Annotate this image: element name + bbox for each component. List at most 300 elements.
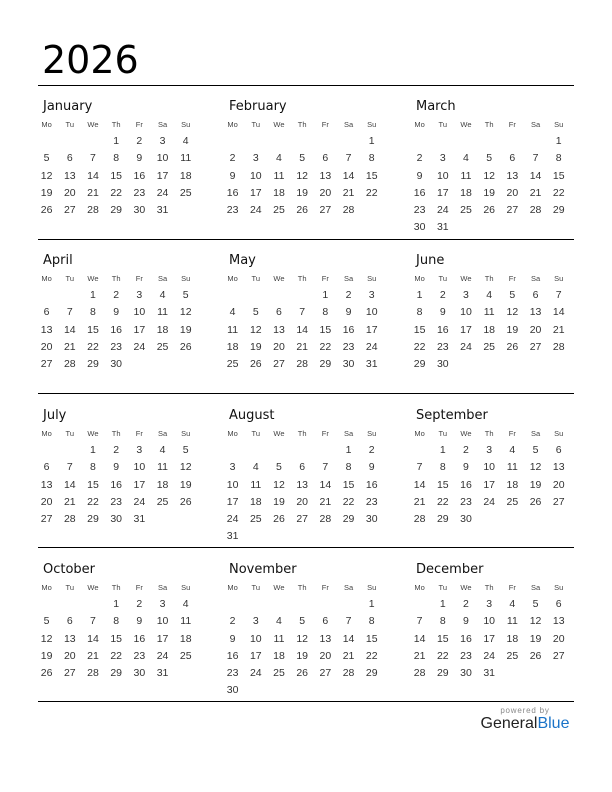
day-cell: 30 [110, 513, 122, 526]
day-cell: 2 [368, 444, 375, 456]
day-cell: 31 [133, 513, 146, 526]
day-cell: 4 [252, 461, 259, 474]
day-cell: 12 [529, 461, 542, 474]
weekday-header: Mo [41, 274, 52, 283]
weekday-header: Mo [41, 120, 52, 129]
day-cell: 1 [90, 444, 96, 456]
day-cell: 10 [365, 306, 378, 319]
day-cell: 9 [463, 461, 469, 474]
day-cell: 29 [436, 513, 449, 526]
day-cell: 8 [345, 461, 352, 474]
weekday-header: Th [297, 429, 307, 438]
month-day-grid [35, 116, 203, 219]
day-cell: 2 [113, 444, 120, 456]
day-cell: 12 [179, 461, 192, 474]
day-cell: 18 [156, 478, 169, 491]
day-cell: 28 [63, 513, 76, 526]
day-cell: 6 [555, 598, 562, 610]
day-cell: 2 [229, 152, 236, 165]
day-cell: 8 [368, 615, 375, 628]
day-cell: 22 [110, 186, 122, 199]
day-cell: 30 [460, 513, 472, 526]
day-cell: 17 [249, 186, 262, 199]
day-cell: 12 [506, 306, 519, 319]
month-august [226, 407, 389, 546]
day-cell: 15 [436, 632, 449, 645]
day-cell: 26 [296, 667, 308, 680]
day-cell: 2 [345, 289, 352, 301]
day-cell: 22 [342, 495, 355, 508]
day-cell: 19 [529, 632, 542, 645]
day-cell: 8 [113, 152, 120, 165]
day-cell: 4 [276, 615, 282, 628]
day-cell: 9 [345, 306, 352, 319]
day-cell: 26 [249, 358, 262, 371]
weekday-header: Sa [343, 120, 354, 129]
divider [38, 547, 574, 548]
day-cell: 9 [113, 306, 120, 319]
month-day-grid [221, 116, 389, 219]
day-cell: 26 [529, 649, 542, 662]
month-name: January [43, 99, 93, 114]
day-cell: 13 [506, 169, 519, 182]
day-cell: 7 [90, 615, 96, 628]
day-cell: 27 [506, 204, 519, 217]
day-cell: 11 [227, 323, 239, 336]
day-cell: 30 [133, 204, 146, 217]
day-cell: 6 [532, 289, 539, 301]
month-april [40, 252, 203, 373]
day-cell: 4 [486, 289, 493, 301]
day-cell: 27 [273, 358, 285, 371]
day-cell: 20 [273, 340, 285, 353]
day-cell: 12 [40, 169, 53, 182]
day-cell: 5 [182, 289, 189, 301]
day-cell: 1 [113, 598, 120, 610]
day-cell: 4 [182, 598, 189, 610]
day-cell: 3 [486, 444, 493, 456]
month-march [413, 98, 576, 237]
weekday-header: Su [554, 274, 564, 283]
day-cell: 6 [509, 152, 516, 165]
weekday-header: Mo [227, 274, 238, 283]
day-cell: 22 [436, 495, 449, 508]
month-name: November [229, 562, 297, 577]
empty-cell [314, 442, 337, 459]
day-cell: 2 [416, 152, 423, 165]
day-cell: 11 [157, 461, 168, 474]
day-cell: 15 [87, 478, 99, 491]
day-cell: 14 [552, 306, 565, 319]
weekday-header: Sa [343, 583, 354, 592]
day-cell: 10 [436, 169, 449, 182]
day-cell: 2 [463, 598, 469, 610]
day-cell: 10 [133, 461, 146, 474]
day-cell: 6 [322, 152, 329, 165]
day-cell: 13 [552, 615, 565, 628]
day-cell: 10 [226, 478, 239, 491]
day-cell: 30 [110, 358, 122, 371]
page-title: 2026 [42, 38, 139, 82]
weekday-header: Sa [157, 274, 168, 283]
weekday-header: Th [111, 274, 121, 283]
day-cell: 17 [460, 323, 472, 336]
day-cell: 11 [180, 152, 192, 165]
day-cell: 26 [529, 495, 542, 508]
day-cell: 24 [483, 495, 495, 508]
day-cell: 1 [439, 444, 446, 456]
day-cell: 22 [319, 340, 332, 353]
weekday-header: We [460, 429, 472, 438]
day-cell: 17 [156, 632, 169, 645]
weekday-header: Sa [157, 429, 168, 438]
empty-cell [291, 596, 314, 613]
day-cell: 31 [365, 358, 378, 371]
day-cell: 8 [439, 461, 446, 474]
month-name: April [43, 253, 73, 268]
day-cell: 3 [159, 135, 166, 147]
weekday-header: Sa [530, 583, 541, 592]
day-cell: 6 [276, 306, 282, 319]
day-cell: 7 [345, 152, 352, 165]
day-cell: 7 [345, 615, 352, 628]
weekday-header: Mo [414, 429, 425, 438]
weekday-header: We [460, 120, 472, 129]
day-cell: 27 [319, 204, 332, 217]
day-cell: 16 [460, 632, 472, 645]
day-cell: 21 [319, 495, 332, 508]
month-december [413, 561, 576, 682]
weekday-header: Mo [41, 429, 52, 438]
day-cell: 9 [229, 169, 236, 182]
weekday-header: Su [181, 583, 191, 592]
day-cell: 18 [249, 495, 262, 508]
day-cell: 18 [460, 186, 472, 199]
empty-cell [314, 133, 337, 150]
day-cell: 29 [87, 513, 99, 526]
day-cell: 3 [252, 152, 259, 165]
day-cell: 23 [226, 204, 239, 217]
day-cell: 28 [87, 667, 99, 680]
weekday-header: Sa [157, 120, 168, 129]
day-cell: 23 [436, 340, 449, 353]
day-cell: 3 [439, 152, 446, 165]
day-cell: 22 [413, 340, 426, 353]
day-cell: 23 [413, 204, 426, 217]
weekday-header: Mo [41, 583, 52, 592]
brand-logo [470, 715, 580, 733]
day-cell: 8 [113, 615, 120, 628]
weekday-header: Tu [65, 274, 75, 283]
day-cell: 22 [87, 495, 99, 508]
day-cell: 24 [483, 649, 495, 662]
day-cell: 24 [133, 340, 146, 353]
day-cell: 20 [319, 649, 332, 662]
day-cell: 6 [43, 306, 50, 319]
day-cell: 16 [110, 478, 122, 491]
empty-cell [58, 287, 81, 304]
day-cell: 22 [110, 649, 122, 662]
day-cell: 14 [296, 323, 308, 336]
day-cell: 2 [136, 135, 143, 147]
weekday-header: Su [367, 274, 377, 283]
day-cell: 5 [486, 152, 493, 165]
day-cell: 9 [136, 152, 143, 165]
month-name: July [43, 408, 67, 423]
day-cell: 8 [90, 461, 96, 474]
divider [38, 701, 574, 702]
month-name: September [416, 408, 488, 423]
weekday-header: Fr [508, 274, 516, 283]
day-cell: 4 [509, 598, 516, 610]
day-cell: 3 [229, 461, 236, 474]
day-cell: 5 [299, 152, 306, 165]
empty-cell [314, 596, 337, 613]
empty-cell [524, 133, 547, 150]
month-day-grid [408, 425, 576, 528]
day-cell: 18 [226, 340, 239, 353]
day-cell: 19 [529, 478, 542, 491]
day-cell: 29 [87, 358, 99, 371]
day-cell: 23 [133, 186, 146, 199]
month-name: August [229, 408, 275, 423]
day-cell: 26 [296, 204, 308, 217]
day-cell: 15 [342, 478, 355, 491]
day-cell: 28 [296, 358, 308, 371]
weekday-header: Fr [135, 429, 143, 438]
weekday-header: Fr [321, 274, 329, 283]
day-cell: 25 [226, 358, 239, 371]
day-cell: 28 [413, 667, 426, 680]
weekday-header: Fr [321, 120, 329, 129]
weekday-header: Th [484, 583, 494, 592]
day-cell: 24 [156, 186, 169, 199]
day-cell: 23 [133, 649, 146, 662]
day-cell: 9 [463, 615, 469, 628]
day-cell: 2 [229, 615, 236, 628]
empty-cell [35, 442, 58, 459]
weekday-header: Fr [135, 274, 143, 283]
weekday-header: Mo [414, 120, 425, 129]
day-cell: 15 [365, 632, 378, 645]
day-cell: 30 [436, 358, 449, 371]
weekday-header: We [87, 583, 99, 592]
day-cell: 5 [43, 152, 50, 165]
weekday-header: Tu [438, 120, 448, 129]
day-cell: 18 [273, 186, 285, 199]
empty-cell [81, 596, 104, 613]
day-cell: 10 [249, 169, 262, 182]
day-cell: 12 [483, 169, 495, 182]
weekday-header: Su [181, 429, 191, 438]
day-cell: 8 [439, 615, 446, 628]
month-july [40, 407, 203, 528]
day-cell: 30 [460, 667, 472, 680]
day-cell: 17 [156, 169, 169, 182]
day-cell: 20 [63, 649, 76, 662]
day-cell: 12 [40, 632, 53, 645]
weekday-header: We [460, 583, 472, 592]
day-cell: 12 [296, 632, 308, 645]
day-cell: 4 [159, 289, 166, 301]
day-cell: 16 [133, 632, 146, 645]
day-cell: 22 [365, 186, 378, 199]
weekday-header: We [273, 583, 285, 592]
day-cell: 20 [40, 340, 53, 353]
day-cell: 17 [249, 649, 262, 662]
month-name: May [229, 253, 256, 268]
weekday-header: Th [111, 583, 121, 592]
day-cell: 14 [87, 632, 99, 645]
day-cell: 31 [156, 204, 169, 217]
weekday-header: We [273, 120, 285, 129]
day-cell: 20 [296, 495, 308, 508]
day-cell: 15 [110, 169, 122, 182]
day-cell: 11 [273, 169, 285, 182]
day-cell: 4 [229, 306, 236, 319]
day-cell: 29 [365, 667, 378, 680]
day-cell: 21 [552, 323, 565, 336]
day-cell: 23 [226, 667, 239, 680]
weekday-header: We [87, 429, 99, 438]
day-cell: 23 [365, 495, 378, 508]
day-cell: 24 [436, 204, 449, 217]
day-cell: 20 [319, 186, 332, 199]
day-cell: 8 [555, 152, 562, 165]
day-cell: 21 [296, 340, 308, 353]
day-cell: 25 [483, 340, 495, 353]
day-cell: 5 [43, 615, 50, 628]
day-cell: 25 [179, 186, 192, 199]
weekday-header: Tu [251, 120, 261, 129]
empty-cell [291, 133, 314, 150]
day-cell: 14 [63, 323, 76, 336]
day-cell: 13 [40, 478, 53, 491]
month-day-grid [408, 270, 576, 373]
empty-cell [291, 442, 314, 459]
day-cell: 2 [113, 289, 120, 301]
day-cell: 28 [552, 340, 565, 353]
day-cell: 5 [276, 461, 282, 474]
day-cell: 28 [529, 204, 542, 217]
day-cell: 9 [439, 306, 446, 319]
weekday-header: Fr [321, 429, 329, 438]
day-cell: 10 [156, 615, 169, 628]
weekday-header: Mo [227, 120, 238, 129]
day-cell: 1 [368, 598, 375, 610]
day-cell: 10 [133, 306, 146, 319]
day-cell: 6 [66, 152, 73, 165]
day-cell: 17 [133, 323, 146, 336]
day-cell: 31 [483, 667, 495, 680]
day-cell: 19 [179, 323, 192, 336]
day-cell: 13 [273, 323, 285, 336]
day-cell: 14 [319, 478, 332, 491]
day-cell: 9 [416, 169, 423, 182]
day-cell: 16 [436, 323, 449, 336]
day-cell: 6 [299, 461, 306, 474]
day-cell: 13 [529, 306, 542, 319]
day-cell: 28 [63, 358, 76, 371]
day-cell: 24 [460, 340, 472, 353]
day-cell: 25 [156, 495, 169, 508]
day-cell: 1 [90, 289, 96, 301]
day-cell: 17 [226, 495, 239, 508]
day-cell: 23 [460, 495, 472, 508]
day-cell: 3 [486, 598, 493, 610]
day-cell: 4 [276, 152, 282, 165]
day-cell: 9 [136, 615, 143, 628]
day-cell: 13 [552, 461, 565, 474]
day-cell: 14 [63, 478, 76, 491]
empty-cell [267, 287, 290, 304]
weekday-header: We [273, 274, 285, 283]
day-cell: 20 [63, 186, 76, 199]
day-cell: 21 [342, 186, 355, 199]
day-cell: 7 [322, 461, 329, 474]
day-cell: 19 [296, 186, 308, 199]
empty-cell [291, 287, 314, 304]
day-cell: 17 [365, 323, 378, 336]
empty-cell [244, 596, 267, 613]
weekday-header: Th [297, 120, 307, 129]
weekday-header: We [87, 120, 99, 129]
day-cell: 27 [40, 513, 53, 526]
day-cell: 23 [460, 649, 472, 662]
day-cell: 21 [87, 649, 99, 662]
day-cell: 26 [506, 340, 519, 353]
empty-cell [221, 442, 244, 459]
day-cell: 25 [273, 667, 285, 680]
day-cell: 10 [156, 152, 169, 165]
empty-cell [501, 133, 524, 150]
day-cell: 19 [179, 478, 192, 491]
day-cell: 18 [179, 632, 192, 645]
day-cell: 7 [416, 615, 423, 628]
day-cell: 18 [506, 478, 519, 491]
weekday-header: Th [111, 429, 121, 438]
day-cell: 3 [252, 615, 259, 628]
weekday-header: Fr [508, 583, 516, 592]
day-cell: 19 [273, 495, 285, 508]
day-cell: 24 [133, 495, 146, 508]
day-cell: 24 [226, 513, 239, 526]
day-cell: 28 [342, 667, 355, 680]
day-cell: 24 [156, 649, 169, 662]
day-cell: 2 [463, 444, 469, 456]
weekday-header: Tu [438, 274, 448, 283]
weekday-header: Tu [438, 429, 448, 438]
day-cell: 1 [322, 289, 329, 301]
day-cell: 1 [345, 444, 352, 456]
day-cell: 27 [552, 649, 565, 662]
day-cell: 17 [436, 186, 449, 199]
day-cell: 30 [342, 358, 355, 371]
powered-by-label: powered by [500, 706, 550, 715]
day-cell: 13 [319, 169, 332, 182]
day-cell: 13 [319, 632, 332, 645]
day-cell: 14 [87, 169, 99, 182]
day-cell: 16 [365, 478, 378, 491]
empty-cell [244, 442, 267, 459]
day-cell: 30 [133, 667, 146, 680]
empty-cell [58, 442, 81, 459]
day-cell: 12 [296, 169, 308, 182]
weekday-header: Tu [65, 429, 75, 438]
weekday-header: Sa [530, 120, 541, 129]
day-cell: 27 [529, 340, 542, 353]
month-name: March [416, 99, 456, 114]
